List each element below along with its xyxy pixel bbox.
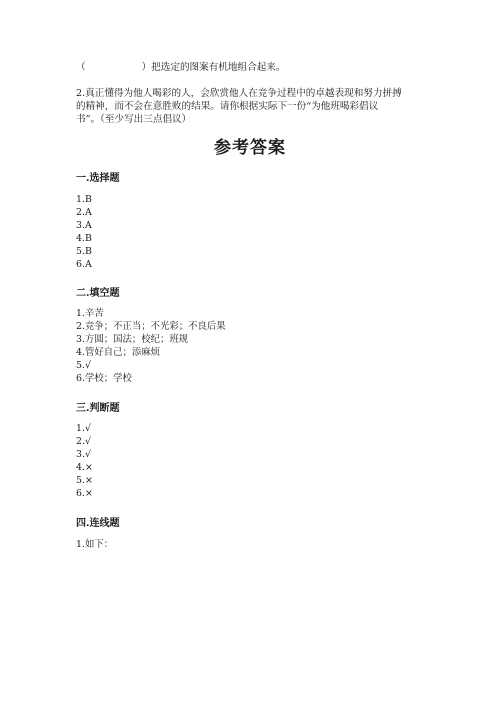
section-heading-choice: 一.选择题 [76, 173, 120, 184]
answer-item: 3.√ [76, 449, 91, 460]
question-2-line-2: 的精神，而不会在意胜败的结果。请你根据实际下一份“为他班喝彩倡议 [76, 101, 379, 112]
answer-item: 6.A [76, 259, 92, 270]
answer-item: 1.B [76, 194, 92, 205]
answer-list-judge [76, 422, 93, 500]
answer-list-match [76, 538, 113, 551]
answer-item: 1.辛苦 [76, 308, 104, 319]
section-heading-fill: 二.填空题 [76, 288, 120, 299]
answer-item: 2.√ [76, 436, 91, 447]
answer-item: 4.B [76, 233, 92, 244]
open-paren: （ [76, 62, 86, 73]
answer-item: 3.方圆；国法；校纪；班规 [76, 334, 189, 345]
question-text-rest: ）把选定的图案有机地组合起来。 [141, 62, 286, 73]
answer-item: 1.如下： [76, 539, 114, 550]
section-heading-match: 四.连线题 [76, 518, 120, 529]
answer-item: 3.A [76, 220, 92, 231]
answer-item: 5.× [76, 475, 93, 486]
question-2-line-1: 2.真正懂得为他人喝彩的人，会欣赏他人在竞争过程中的卓越表现和努力拼搏 [76, 88, 402, 99]
answer-list-fill [76, 307, 226, 385]
answer-item: 1.√ [76, 423, 91, 434]
question-text-line [76, 62, 286, 74]
answer-item: 6.× [76, 488, 93, 499]
answer-item: 2.A [76, 207, 92, 218]
answer-item: 4.管好自己；添麻烦 [76, 347, 160, 358]
answer-title: 参考答案 [214, 138, 286, 158]
question-2-line-3: 书”。（至少写出三点倡议） [76, 114, 192, 125]
answer-list-choice [76, 193, 92, 271]
answer-item: 4.× [76, 462, 93, 473]
answer-item: 2.竞争；不正当；不光彩；不良后果 [76, 321, 226, 332]
answer-item: 5.B [76, 246, 92, 257]
section-heading-judge: 三.判断题 [76, 403, 120, 414]
answer-item: 5.√ [76, 360, 91, 371]
answer-item: 6.学校；学校 [76, 373, 132, 384]
